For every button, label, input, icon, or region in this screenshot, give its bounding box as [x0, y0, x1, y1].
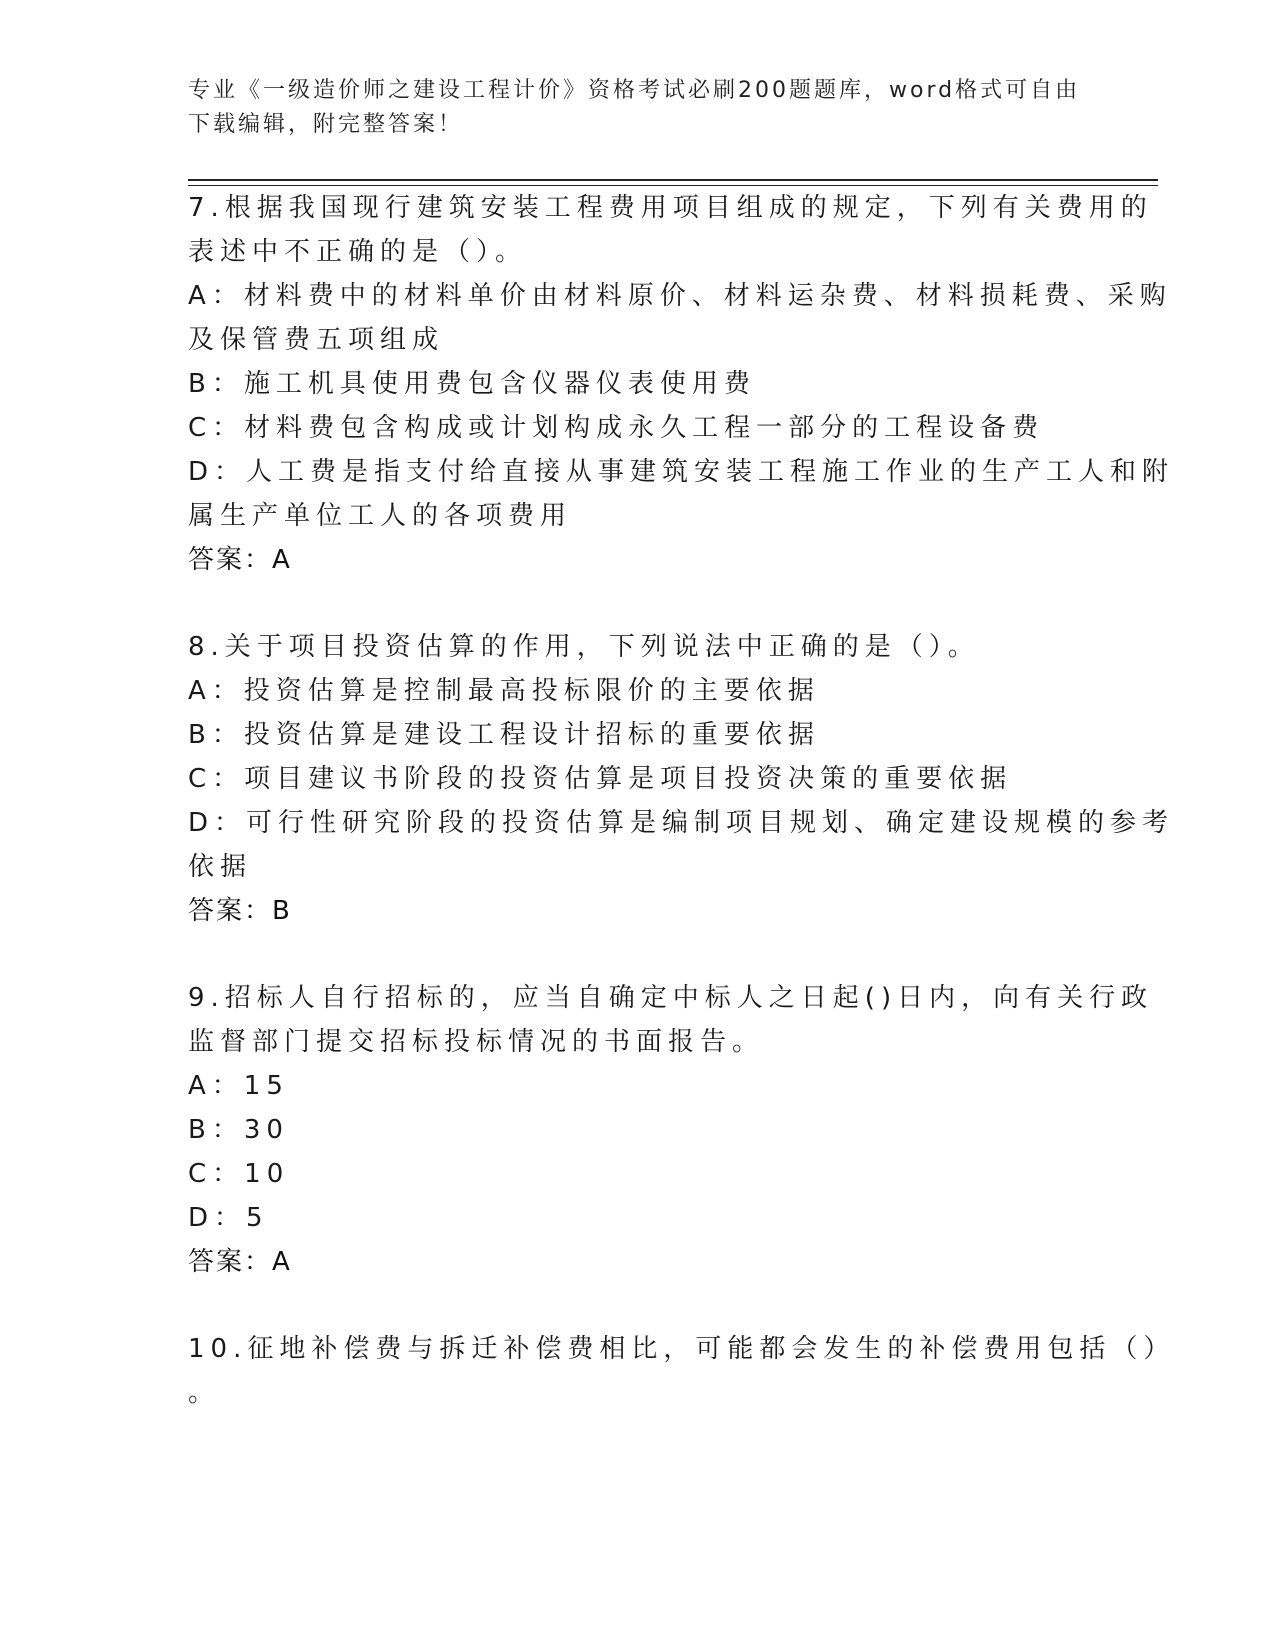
q8-option-c: C：项目建议书阶段的投资估算是项目投资决策的重要依据 — [188, 764, 1013, 794]
q7-option-a-line-2: 及保管费五项组成 — [188, 325, 445, 355]
q9-stem-line-2: 监督部门提交招标投标情况的书面报告。 — [188, 1027, 765, 1057]
q9-option-d: D：5 — [188, 1203, 269, 1233]
header-divider-thin — [188, 185, 1158, 186]
q7-option-d-line-1: D：人工费是指支付给直接从事建筑安装工程施工作业的生产工人和附 — [188, 457, 1175, 487]
header-divider-thick — [188, 179, 1158, 181]
q8-option-b: B：投资估算是建设工程设计招标的重要依据 — [188, 720, 820, 750]
header-line-1: 专业《一级造价师之建设工程计价》资格考试必刷200题题库，word格式可自由 — [188, 78, 1081, 103]
q10-stem-line-2: 。 — [188, 1378, 221, 1408]
header-line-2: 下载编辑，附完整答案！ — [188, 112, 464, 137]
q9-stem-line-1: 9.招标人自行招标的，应当自确定中标人之日起()日内，向有关行政 — [188, 983, 1154, 1013]
q9-option-a: A：15 — [188, 1071, 289, 1101]
q8-stem: 8.关于项目投资估算的作用，下列说法中正确的是（）。 — [188, 632, 980, 662]
q7-option-a-line-1: A：材料费中的材料单价由材料原价、材料运杂费、材料损耗费、采购 — [188, 281, 1172, 311]
q7-stem-line-1: 7.根据我国现行建筑安装工程费用项目组成的规定，下列有关费用的 — [188, 193, 1153, 223]
q9-option-c: C：10 — [188, 1159, 290, 1189]
q8-option-d-line-1: D：可行性研究阶段的投资估算是编制项目规划、确定建设规模的参考 — [188, 808, 1175, 838]
q7-option-b: B：施工机具使用费包含仪器仪表使用费 — [188, 369, 756, 399]
q8-answer: 答案：B — [188, 896, 292, 926]
q10-stem-line-1: 10.征地补偿费与拆迁补偿费相比，可能都会发生的补偿费用包括（） — [188, 1334, 1176, 1364]
q7-option-d-line-2: 属生产单位工人的各项费用 — [188, 501, 573, 531]
q7-answer: 答案：A — [188, 545, 292, 575]
q8-option-a: A：投资估算是控制最高投标限价的主要依据 — [188, 676, 820, 706]
document-header — [188, 74, 1088, 142]
q7-option-c: C：材料费包含构成或计划构成永久工程一部分的工程设备费 — [188, 413, 1045, 443]
q9-answer: 答案：A — [188, 1247, 292, 1277]
q9-option-b: B：30 — [188, 1115, 289, 1145]
q7-stem-line-2: 表述中不正确的是（）。 — [188, 237, 528, 267]
q8-option-d-line-2: 依据 — [188, 852, 253, 882]
